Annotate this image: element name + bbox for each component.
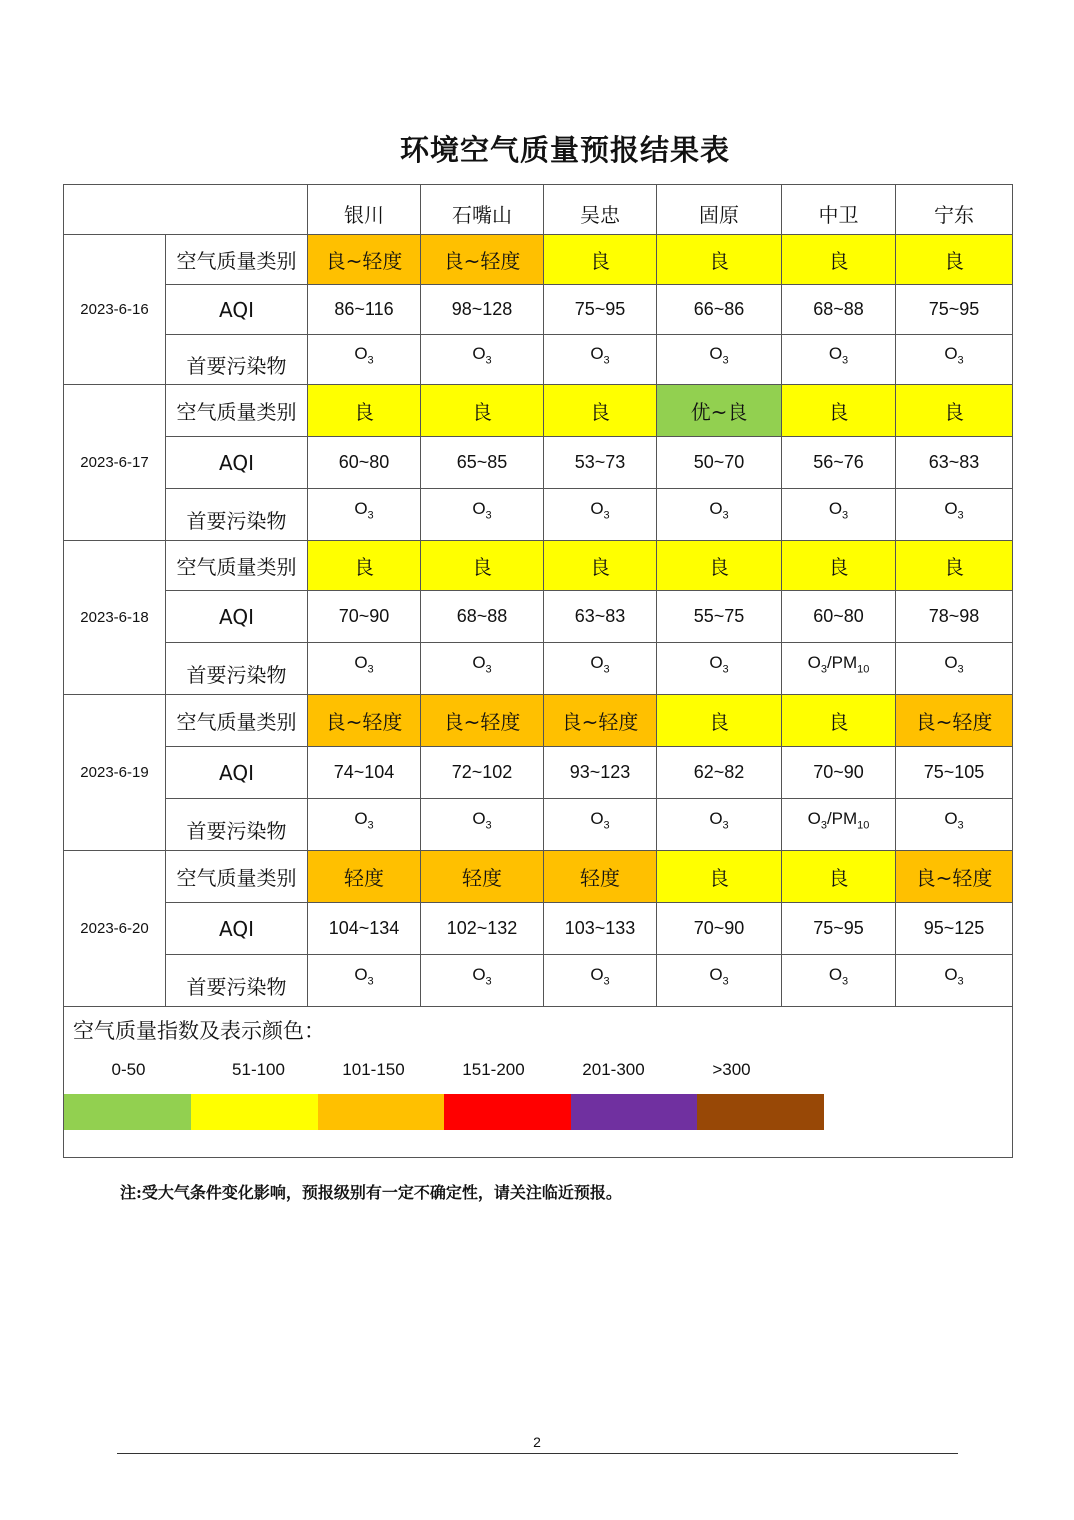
row-label-aqi: AQI <box>166 903 308 955</box>
pollutant-sub: 3 <box>485 354 492 367</box>
category-row <box>64 385 1013 437</box>
aqi-cell: 98~128 <box>421 285 544 335</box>
city-header: 石嘴山 <box>421 185 544 235</box>
pollutant-main: O <box>590 499 604 519</box>
pollutant-main: O <box>828 344 843 364</box>
pollutant-main: O <box>944 965 958 985</box>
pollutant-cell <box>544 335 657 385</box>
pollutant-sub: 3 <box>722 819 729 832</box>
pollutant-cell <box>896 799 1013 851</box>
pollutant-row <box>64 489 1013 541</box>
pollutant-sub: 3 <box>957 819 964 832</box>
pollutant-sub: 3 <box>820 819 827 832</box>
aqi-row <box>64 747 1013 799</box>
pollutant-cell <box>308 799 421 851</box>
footnote: 注:受大气条件变化影响，预报级别有一定不确定性，请关注临近预报。 <box>120 1183 622 1202</box>
pollutant-cell <box>544 799 657 851</box>
category-cell: 轻度 <box>421 851 544 903</box>
header-row <box>64 185 1013 235</box>
pollutant-cell <box>657 955 782 1007</box>
aqi-cell: 103~133 <box>544 903 657 955</box>
aqi-cell: 53~73 <box>544 437 657 489</box>
aqi-cell: 86~116 <box>308 285 421 335</box>
aqi-cell: 104~134 <box>308 903 421 955</box>
category-cell: 良~轻度 <box>544 695 657 747</box>
pollutant-cell <box>308 489 421 541</box>
aqi-cell: 55~75 <box>657 591 782 643</box>
category-cell: 良 <box>657 235 782 285</box>
aqi-cell: 62~82 <box>657 747 782 799</box>
pollutant-cell <box>896 335 1013 385</box>
pollutant-sub: 3 <box>603 663 610 676</box>
pollutant-main: O <box>807 653 821 673</box>
category-cell: 良 <box>896 235 1013 285</box>
date-cell: 2023-6-16 <box>64 235 166 385</box>
pollutant-sub: 3 <box>722 663 729 676</box>
aqi-row <box>64 285 1013 335</box>
category-cell: 良 <box>896 541 1013 591</box>
category-row <box>64 851 1013 903</box>
legend-range-label: 51-100 <box>232 1060 285 1079</box>
category-cell: 良 <box>544 541 657 591</box>
city-header: 中卫 <box>782 185 896 235</box>
pollutant-main: O <box>944 653 958 673</box>
legend-swatch <box>191 1094 318 1130</box>
aqi-cell: 63~83 <box>896 437 1013 489</box>
pollutant-cell <box>782 799 896 851</box>
pollutant-sub: 3 <box>957 509 964 522</box>
aqi-row <box>64 903 1013 955</box>
pollutant-main: O <box>354 499 368 519</box>
pollutant-sub: 3 <box>603 354 610 367</box>
city-header: 银川 <box>308 185 421 235</box>
category-row <box>64 695 1013 747</box>
aqi-legend <box>63 1005 1013 1158</box>
pollutant-cell <box>308 335 421 385</box>
footer-rule <box>117 1453 958 1454</box>
pollutant-main: O <box>944 499 958 519</box>
pollutant-cell <box>782 643 896 695</box>
pollutant-main: O <box>590 344 604 364</box>
pollutant-sub: 3 <box>367 663 374 676</box>
pollutant-sub: 3 <box>722 975 729 988</box>
pollutant-cell <box>544 643 657 695</box>
date-cell: 2023-6-17 <box>64 385 166 541</box>
aqi-cell: 74~104 <box>308 747 421 799</box>
category-cell: 良 <box>657 541 782 591</box>
pollutant-main: O <box>807 809 821 829</box>
pollutant-sub: 3 <box>485 975 492 988</box>
row-label-category: 空气质量类别 <box>166 541 308 591</box>
legend-swatch <box>444 1094 571 1130</box>
pollutant-cell <box>421 955 544 1007</box>
pollutant-cell <box>896 955 1013 1007</box>
pollutant-main: O <box>354 653 368 673</box>
pollutant-sub: 3 <box>722 509 729 522</box>
category-row <box>64 235 1013 285</box>
aqi-cell: 95~125 <box>896 903 1013 955</box>
category-cell: 良 <box>896 385 1013 437</box>
aqi-cell: 60~80 <box>308 437 421 489</box>
pollutant-cell <box>657 489 782 541</box>
aqi-cell: 70~90 <box>782 747 896 799</box>
pollutant-extra-sub: 10 <box>857 819 870 832</box>
category-cell: 良 <box>544 235 657 285</box>
category-cell: 良~轻度 <box>896 851 1013 903</box>
pollutant-sub: 3 <box>842 509 849 522</box>
pollutant-sub: 3 <box>485 663 492 676</box>
pollutant-sub: 3 <box>485 819 492 832</box>
aqi-row <box>64 437 1013 489</box>
date-cell: 2023-6-19 <box>64 695 166 851</box>
row-label-category: 空气质量类别 <box>166 851 308 903</box>
legend-range-label: 0-50 <box>111 1060 146 1079</box>
pollutant-main: O <box>709 344 723 364</box>
row-label-aqi: AQI <box>166 747 308 799</box>
category-cell: 轻度 <box>308 851 421 903</box>
category-cell: 良~轻度 <box>421 695 544 747</box>
city-header: 吴忠 <box>544 185 657 235</box>
pollutant-sub: 3 <box>485 509 492 522</box>
pollutant-main: O <box>472 499 486 519</box>
category-cell: 良 <box>308 541 421 591</box>
pollutant-sub: 3 <box>820 663 827 676</box>
category-cell: 良 <box>544 385 657 437</box>
pollutant-cell <box>421 335 544 385</box>
legend-range-label: 201-300 <box>582 1060 645 1079</box>
pollutant-sub: 3 <box>367 975 374 988</box>
row-label-category: 空气质量类别 <box>166 235 308 285</box>
aqi-cell: 68~88 <box>421 591 544 643</box>
pollutant-cell <box>308 643 421 695</box>
row-label-aqi: AQI <box>166 437 308 489</box>
pollutant-main: O <box>709 965 723 985</box>
page-number: 2 <box>533 1434 541 1450</box>
category-cell: 良~轻度 <box>896 695 1013 747</box>
pollutant-main: O <box>354 809 368 829</box>
aqi-cell: 75~95 <box>896 285 1013 335</box>
pollutant-row <box>64 799 1013 851</box>
pollutant-sub: 3 <box>957 663 964 676</box>
pollutant-cell <box>782 955 896 1007</box>
pollutant-main: O <box>472 344 486 364</box>
aqi-cell: 102~132 <box>421 903 544 955</box>
pollutant-main: O <box>354 965 368 985</box>
legend-range-label: 101-150 <box>342 1060 405 1079</box>
aqi-cell: 63~83 <box>544 591 657 643</box>
pollutant-cell <box>782 335 896 385</box>
pollutant-main: O <box>828 965 843 985</box>
aqi-cell: 66~86 <box>657 285 782 335</box>
pollutant-cell <box>544 489 657 541</box>
aqi-cell: 75~105 <box>896 747 1013 799</box>
row-label-aqi: AQI <box>166 591 308 643</box>
pollutant-extra-sub: 10 <box>857 663 870 676</box>
header-blank-cell <box>64 185 308 235</box>
category-cell: 良~轻度 <box>308 695 421 747</box>
pollutant-cell <box>657 335 782 385</box>
legend-range-label: >300 <box>712 1060 751 1079</box>
pollutant-main: O <box>472 809 486 829</box>
pollutant-main: O <box>709 809 723 829</box>
aqi-cell: 70~90 <box>308 591 421 643</box>
pollutant-row <box>64 955 1013 1007</box>
pollutant-sub: 3 <box>957 354 964 367</box>
pollutant-main: O <box>944 344 958 364</box>
aqi-cell: 56~76 <box>782 437 896 489</box>
row-label-pollutant: 首要污染物 <box>166 489 308 541</box>
row-label-category: 空气质量类别 <box>166 695 308 747</box>
pollutant-sub: 3 <box>842 975 849 988</box>
pollutant-main: O <box>590 809 604 829</box>
legend-swatch <box>697 1094 824 1130</box>
row-label-pollutant: 首要污染物 <box>166 799 308 851</box>
aqi-cell: 65~85 <box>421 437 544 489</box>
category-cell: 轻度 <box>544 851 657 903</box>
row-label-pollutant: 首要污染物 <box>166 335 308 385</box>
pollutant-cell <box>421 489 544 541</box>
legend-range-label: 151-200 <box>462 1060 525 1079</box>
pollutant-main: O <box>944 809 958 829</box>
category-cell: 良 <box>421 385 544 437</box>
legend-swatch <box>571 1094 698 1130</box>
aqi-cell: 72~102 <box>421 747 544 799</box>
pollutant-sub: 3 <box>367 354 374 367</box>
pollutant-main: O <box>590 965 604 985</box>
aqi-row <box>64 591 1013 643</box>
pollutant-sub: 3 <box>603 509 610 522</box>
pollutant-cell <box>544 955 657 1007</box>
category-cell: 良 <box>782 235 896 285</box>
category-cell: 良 <box>657 851 782 903</box>
aqi-cell: 93~123 <box>544 747 657 799</box>
row-label-pollutant: 首要污染物 <box>166 955 308 1007</box>
pollutant-cell <box>896 643 1013 695</box>
city-header: 固原 <box>657 185 782 235</box>
pollutant-sub: 3 <box>957 975 964 988</box>
category-cell: 良~轻度 <box>308 235 421 285</box>
pollutant-cell <box>657 643 782 695</box>
category-cell: 良 <box>421 541 544 591</box>
pollutant-main: O <box>709 499 723 519</box>
pollutant-sub: 3 <box>603 975 610 988</box>
pollutant-sub: 3 <box>842 354 849 367</box>
pollutant-cell <box>782 489 896 541</box>
pollutant-main: O <box>590 653 604 673</box>
legend-swatch <box>318 1094 445 1130</box>
aqi-cell: 50~70 <box>657 437 782 489</box>
aqi-cell: 60~80 <box>782 591 896 643</box>
category-cell: 良 <box>782 695 896 747</box>
pollutant-sub: 3 <box>367 509 374 522</box>
category-cell: 良 <box>657 695 782 747</box>
aqi-cell: 75~95 <box>782 903 896 955</box>
pollutant-sub: 3 <box>367 819 374 832</box>
category-cell: 良 <box>782 851 896 903</box>
legend-swatch <box>64 1094 191 1130</box>
pollutant-cell <box>896 489 1013 541</box>
pollutant-cell <box>308 955 421 1007</box>
row-label-pollutant: 首要污染物 <box>166 643 308 695</box>
pollutant-main: O <box>354 344 368 364</box>
pollutant-main: O <box>709 653 723 673</box>
pollutant-main: O <box>472 653 486 673</box>
pollutant-cell <box>421 643 544 695</box>
page-title: 环境空气质量预报结果表 <box>399 133 730 167</box>
pollutant-row <box>64 643 1013 695</box>
row-label-aqi: AQI <box>166 285 308 335</box>
category-row <box>64 541 1013 591</box>
aqi-cell: 75~95 <box>544 285 657 335</box>
category-cell: 良 <box>782 541 896 591</box>
pollutant-cell <box>421 799 544 851</box>
pollutant-row <box>64 335 1013 385</box>
city-header: 宁东 <box>896 185 1013 235</box>
legend-title: 空气质量指数及表示颜色： <box>73 1019 325 1043</box>
category-cell: 优~良 <box>657 385 782 437</box>
category-cell: 良~轻度 <box>421 235 544 285</box>
category-cell: 良 <box>782 385 896 437</box>
aqi-cell: 70~90 <box>657 903 782 955</box>
pollutant-extra: /PM <box>826 809 858 829</box>
pollutant-cell <box>657 799 782 851</box>
aqi-cell: 68~88 <box>782 285 896 335</box>
aqi-cell: 78~98 <box>896 591 1013 643</box>
date-cell: 2023-6-18 <box>64 541 166 695</box>
pollutant-main: O <box>472 965 486 985</box>
category-cell: 良 <box>308 385 421 437</box>
pollutant-sub: 3 <box>722 354 729 367</box>
forecast-table <box>63 184 1013 1007</box>
date-cell: 2023-6-20 <box>64 851 166 1007</box>
row-label-category: 空气质量类别 <box>166 385 308 437</box>
pollutant-extra: /PM <box>826 653 858 673</box>
pollutant-main: O <box>828 499 843 519</box>
pollutant-sub: 3 <box>603 819 610 832</box>
